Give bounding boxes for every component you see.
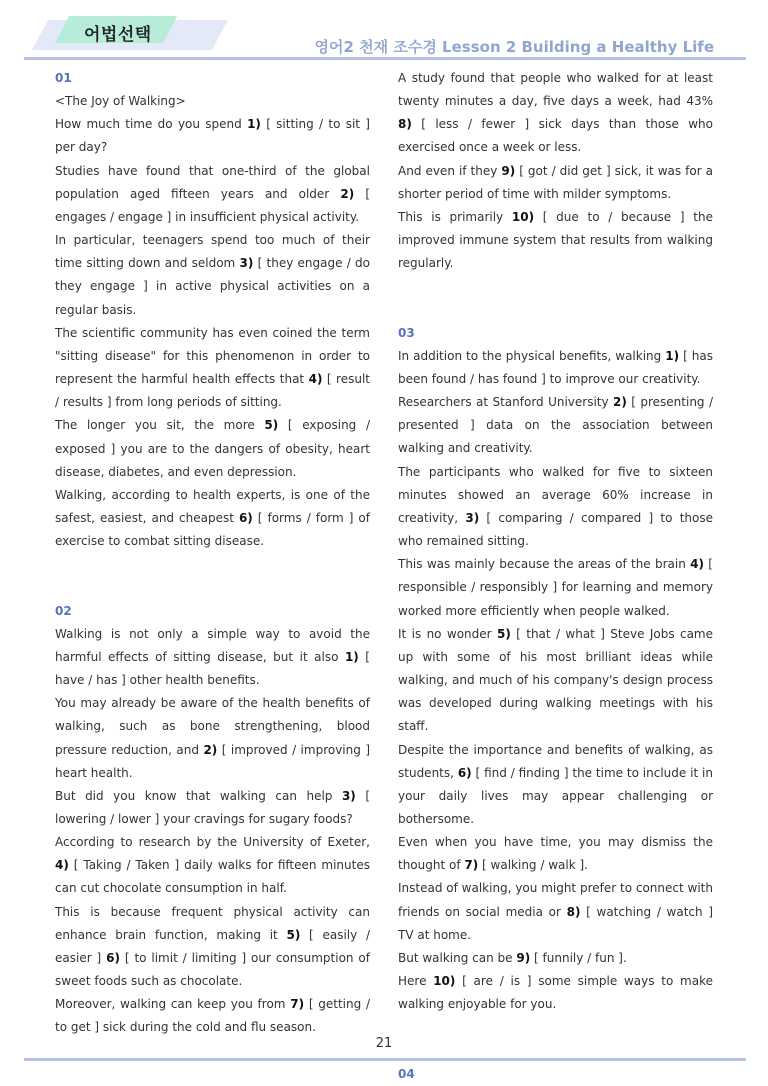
passage-sentence [398, 461, 713, 554]
passage-sentence [55, 322, 370, 415]
sentence-text: Walking is not only a simple way to avoid the harmful effects of sitting disease, but it also [55, 626, 370, 664]
sentence-text: Despite the importance and benefits of walking, as students, [398, 742, 713, 780]
question-number: 6) [106, 950, 120, 965]
sentence-text: Here [398, 974, 434, 989]
sentence-text: This is because frequent physical activity can enhance brain function, making it [55, 904, 370, 942]
question-number: 9) [516, 950, 531, 965]
question-number: 3) [239, 256, 254, 271]
question-number: 8) [398, 117, 412, 132]
question-number: 2) [340, 186, 355, 201]
sentence-text: You may already be aware of the health benefits of walking, such as bone strengthening, blood pressure reduction, and [55, 696, 370, 757]
passage-sentence [55, 229, 370, 322]
header-divider [24, 57, 746, 60]
sentence-text: <The Joy of Walking> [55, 94, 186, 109]
section-number: 01 [55, 71, 72, 85]
sentence-text: [ responsible / responsibly ] for learning and memory worked more efficiently when people walked. [398, 557, 713, 618]
sentence-text: [ find / finding ] the time to include it in your daily lives may appear challenging or bothersome. [398, 765, 713, 826]
sentence-text: The longer you sit, the more [55, 418, 265, 433]
question-number: 5) [496, 626, 511, 641]
sentence-text: [ result / results ] from long periods of sitting. [55, 372, 370, 410]
passage-sentence [398, 623, 713, 739]
sentence-text: [ due to / because ] the improved immune system that results from walking regularly. [398, 209, 713, 271]
passage-sentence [55, 993, 370, 1039]
passage-sentence [398, 877, 713, 946]
sentence-text: Researchers at Stanford University [398, 395, 614, 410]
passage-sentence [55, 414, 370, 483]
sentence-text: [ easily / easier ] [55, 927, 370, 965]
sentence-text: Instead of walking, you might prefer to connect with friends on social media or [398, 881, 713, 919]
sentence-text: How much time do you spend [55, 117, 248, 132]
sentence-text: But walking can be [398, 950, 517, 965]
sentence-text: Walking, according to health experts, is one of the safest, easiest, and cheapest [55, 487, 370, 525]
sentence-text: [ funnily / fun ]. [530, 950, 627, 965]
passage-sentence [398, 391, 713, 460]
sentence-text: [ have / has ] other health benefits. [55, 649, 370, 688]
sentence-text: [ they engage / do they engage ] in active physical activities on a regular basis. [55, 256, 371, 317]
question-number: 1) [665, 348, 680, 363]
passage-sentence [398, 947, 713, 970]
question-number: 6) [238, 510, 253, 525]
sentence-text: The participants who walked for five to sixteen minutes showed an average 60% increase in creativity, [398, 464, 713, 525]
sentence-text: Even when you have time, you may dismiss the thought of [398, 835, 713, 873]
sentence-text: [ walking / walk ]. [478, 858, 588, 873]
passage-sentence [398, 160, 713, 206]
section-02-continued [398, 67, 713, 275]
sentence-text: [ less / fewer ] sick days than those who exercised once a week or less. [398, 117, 713, 155]
sentence-text: In addition to the physical benefits, walking [398, 348, 666, 363]
sentence-text: But did you know that walking can help [55, 788, 342, 803]
question-number: 10) [433, 974, 456, 989]
sentence-text: [ exposing / exposed ] you are to the dangers of obesity, heart disease, diabetes, and even depression. [55, 418, 370, 479]
section-number: 02 [55, 603, 72, 618]
right-column [398, 67, 713, 1086]
section-01 [55, 67, 370, 553]
passage-sentence [398, 831, 713, 877]
sentence-text: This is primarily [398, 209, 512, 224]
header-tab-label: 어법선택 [84, 25, 152, 45]
question-number: 7) [464, 858, 479, 873]
sentence-text: [ got / did get ] sick, it was for a shorter period of time with milder symptoms. [398, 163, 714, 201]
sentence-text: [ lowering / lower ] your cravings for sugary foods? [55, 788, 371, 826]
section-02 [55, 600, 370, 1040]
sentence-text: According to research by the University of Exeter, [55, 835, 370, 850]
passage-sentence [55, 901, 370, 994]
sentence-text: [ sitting / to sit ] per day? [55, 117, 370, 155]
sentence-text: [ to limit / limiting ] our consumption of sweet foods such as chocolate. [55, 950, 370, 989]
sentence-text: It is no wonder [398, 626, 497, 641]
passage-sentence [55, 113, 370, 159]
left-column [55, 67, 370, 1040]
sentence-text: In particular, teenagers spend too much of their time sitting down and seldom [55, 233, 370, 271]
section-gap [398, 275, 713, 321]
passage-sentence [398, 206, 713, 275]
section-number: 03 [398, 325, 415, 340]
sentence-text: [ are / is ] some simple ways to make walking enjoyable for you. [398, 974, 713, 1012]
sentence-text: Moreover, walking can keep you from [55, 997, 291, 1012]
question-number: 10) [511, 209, 535, 224]
passage-sentence [55, 623, 370, 692]
question-number: 1) [247, 117, 261, 132]
sentence-text: [ improved / improving ] heart health. [55, 742, 370, 780]
question-number: 4) [308, 372, 323, 387]
sentence-text: This was mainly because the areas of the brain [398, 557, 691, 572]
question-number: 2) [613, 395, 627, 410]
sentence-text: [ forms / form ] of exercise to combat sitting disease. [55, 510, 370, 549]
sentence-text: Studies have found that one-third of the global population aged fifteen years and older [55, 163, 370, 201]
question-number: 8) [566, 904, 581, 919]
page-header [0, 0, 768, 60]
passage-sentence [55, 160, 370, 229]
question-number: 7) [290, 997, 305, 1012]
page-number: 21 [375, 1036, 393, 1051]
footer-divider [24, 1058, 746, 1061]
question-number: 2) [203, 742, 218, 757]
sentence-text: The scientific community has even coined the term "sitting disease" for this phenomenon in order to represent the harmful health effects that [55, 325, 370, 387]
passage-sentence [55, 785, 370, 831]
sentence-text: [ getting / to get ] sick during the cold and flu season. [55, 997, 370, 1035]
sentence-text: And even if they [398, 163, 502, 178]
section-number: 04 [398, 1066, 415, 1081]
passage-sentence [55, 692, 370, 785]
sentence-text: [ watching / watch ] TV at home. [398, 904, 714, 942]
question-number: 3) [341, 788, 356, 803]
passage-sentence [398, 345, 713, 391]
section-04 [398, 1063, 713, 1086]
question-number: 5) [286, 927, 301, 942]
question-number: 3) [465, 510, 480, 525]
sentence-text: [ that / what ] Steve Jobs came up with some of his most brilliant ideas while walking, and much of his company's design process was developed during walking meetings with his staff. [398, 626, 714, 734]
passage-sentence [398, 67, 713, 160]
passage-sentence [398, 553, 713, 622]
sentence-text: [ comparing / compared ] to those who remained sitting. [398, 510, 713, 549]
passage-sentence [55, 90, 370, 113]
passage-sentence [55, 484, 370, 553]
sentence-text: [ presenting / presented ] data on the association between walking and creativity. [398, 395, 713, 456]
question-number: 1) [344, 649, 359, 664]
question-number: 5) [264, 418, 279, 433]
passage-sentence [398, 970, 713, 1016]
sentence-text: [ Taking / Taken ] daily walks for fifteen minutes can cut chocolate consumption in half. [55, 858, 370, 896]
question-number: 6) [457, 765, 472, 780]
sentence-text: A study found that people who walked for at least twenty minutes a day, five days a week, had 43% [398, 71, 713, 109]
question-number: 4) [690, 557, 704, 572]
section-03 [398, 322, 713, 1017]
header-title: 영어2 천재 조수경 Lesson 2 Building a Healthy Life [314, 38, 714, 56]
question-number: 4) [55, 858, 69, 873]
section-gap [55, 553, 370, 599]
sentence-text: [ has been found / has found ] to improve our creativity. [398, 348, 714, 387]
passage-sentence [398, 739, 713, 832]
question-number: 9) [501, 163, 516, 178]
sentence-text: [ engages / engage ] in insufficient physical activity. [55, 186, 370, 224]
passage-sentence [55, 831, 370, 900]
